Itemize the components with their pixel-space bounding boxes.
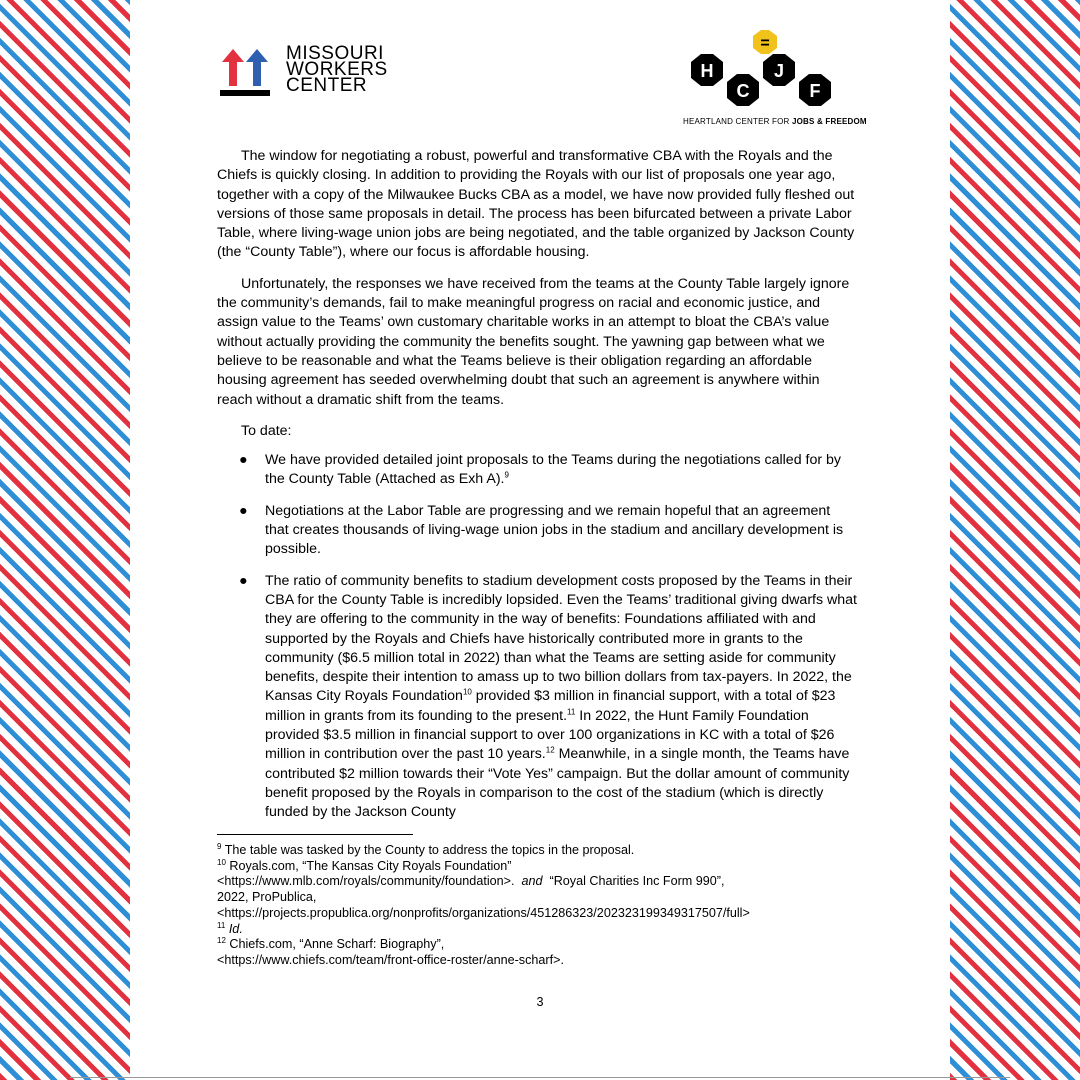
footnote-9: [217, 843, 862, 859]
bullet-2-text: Negotiations at the Labor Table are progressing and we remain hopeful that an agreement that creates thousands of living-wage union jobs in the stadium and ancillary development is possible.: [265, 502, 844, 558]
bullet-3-text-d: Meanwhile, in a single month, the Teams have contributed $2 million towards their “Vote Yes” campaign. But the dollar amount of community benefit proposed by the Royals in comparison to the cost of the stadium (which is directly funded by the Jackson County: [265, 746, 850, 821]
to-date-label: To date:: [241, 422, 292, 439]
footnotes: [217, 843, 862, 969]
bullet-list: [217, 451, 857, 822]
body-text: [217, 147, 857, 835]
logo-text-line2: WORKERS: [286, 59, 388, 80]
footnote-9-text: The table was tasked by the County to address the topics in the proposal.: [221, 843, 635, 857]
list-item: [217, 502, 857, 560]
right-stripe-border: [950, 0, 1080, 1080]
footnote-12-text: Chiefs.com, “Anne Scharf: Biography”,: [225, 937, 445, 952]
hcjf-caption: [683, 117, 867, 126]
footnote-ref-12: 12: [545, 745, 555, 755]
bullet-icon: ●: [239, 452, 248, 469]
footnote-10-and: and: [521, 874, 543, 889]
bullet-icon: ●: [239, 572, 248, 589]
bullet-3-text-a: The ratio of community benefits to stadium development costs proposed by the Teams in their CBA for the County Table is incredibly lopsided. Even the Teams’ traditional giving dwarfs what they are offering to the community in the way of benefits: Foundations affiliated with and supported by the Royals and Chiefs have historically contributed more in grants to the community ($6.5 million total in 2022) than what the Teams are setting aside for community benefits, despite their intention to amass up to two billion dollars from tax-payers. In 2022, the Kansas City Royals Foundation: [265, 572, 857, 705]
footnote-10-url[interactable]: <https://www.mlb.com/royals/community/foundation>.: [217, 874, 522, 889]
bullet-icon: ●: [239, 502, 248, 519]
footnote-12-line2[interactable]: <https://www.chiefs.com/team/front-office-roster/anne-scharf>.: [217, 952, 564, 967]
list-item: [217, 572, 857, 823]
left-stripe-border: [0, 0, 130, 1080]
footnote-12-number: 12: [217, 936, 226, 946]
footnote-10-source2: “Royal Charities Inc Form 990”,: [542, 874, 725, 889]
footnote-10: [217, 859, 862, 875]
logo-letter-j: J: [773, 61, 785, 81]
logo-text-line1: MISSOURI: [286, 43, 384, 64]
hcjf-caption-regular: HEARTLAND CENTER FOR: [683, 117, 792, 126]
logo-letter-equals: =: [760, 35, 770, 52]
bullet-1-text: We have provided detailed joint proposals to the Teams during the negotiations called for by the County Table (Attached as Exh A).: [265, 452, 842, 488]
hcjf-caption-bold: JOBS & FREEDOM: [791, 117, 867, 126]
footnote-12: [217, 937, 862, 953]
list-item: [217, 451, 857, 490]
missouri-workers-center-logo: [218, 43, 388, 98]
paragraph-1: The window for negotiating a robust, powerful and transformative CBA with the Royals and the Chiefs is quickly closing. In addition to providing the Royals with our list of proposals one year ago, together with a copy of the Milwaukee Bucks CBA as a model, we have now provided fully fleshed out versions of those same proposals in detail. The process has been bifurcated between a private Labor Table, where living-wage union jobs are being negotiated, and the table organized by Jackson County (the “County Table”), where our focus is affordable housing.: [217, 148, 855, 261]
footnote-divider: [217, 834, 413, 835]
footnote-ref-10: 10: [462, 687, 472, 697]
document-page: [130, 0, 950, 1080]
bullet-3-text-b: provided $3 million in financial support, with a total of $23 million in grants from its founding to the present.: [265, 688, 836, 724]
bottom-edge-line: [70, 1077, 1010, 1078]
footnote-ref-11: 11: [567, 706, 576, 716]
footnote-10-text: Royals.com, “The Kansas City Royals Foundation”: [225, 858, 512, 873]
bullet-3-text-c: In 2022, the Hunt Family Foundation provided $3.5 million in financial support to over 100 organizations in KC with a total of $26 million in contribution over the past 10 years.: [265, 707, 835, 763]
logo-text-line3: CENTER: [286, 75, 368, 96]
footnote-10-number: 10: [217, 857, 226, 867]
arrows-icon: [218, 46, 274, 98]
footnote-9-number: 9: [217, 841, 222, 851]
footnote-ref-9: 9: [504, 470, 509, 480]
page-number: 3: [536, 995, 544, 1009]
footnote-10-line4[interactable]: <https://projects.propublica.org/nonprofits/organizations/451286323/202323199349317507/full>: [217, 905, 750, 920]
footnote-11: [217, 922, 862, 938]
logo-letter-h: H: [700, 61, 714, 81]
logo-letter-f: F: [809, 81, 821, 101]
footnote-11-text: Id.: [228, 921, 243, 936]
footnote-10-line3: 2022, ProPublica,: [217, 890, 317, 905]
footnote-10-line2: [217, 874, 862, 890]
footnote-11-number: 11: [217, 920, 226, 930]
paragraph-2: Unfortunately, the responses we have received from the teams at the County Table largely ignore the community’s demands, fail to make meaningful progress on racial and economic justice, and assign value to the Teams’ own customary charitable works in an attempt to bloat the CBA’s value without actually providing the community the benefits sought. The yawning gap between what we believe to be reasonable and what the Teams believe is their obligation regarding an affordable housing agreement has seeded overwhelming doubt that such an agreement is anywhere within reach without a dramatic shift from the teams.: [217, 275, 850, 408]
hcjf-logo: [683, 28, 863, 130]
logo-letter-c: C: [736, 81, 750, 101]
